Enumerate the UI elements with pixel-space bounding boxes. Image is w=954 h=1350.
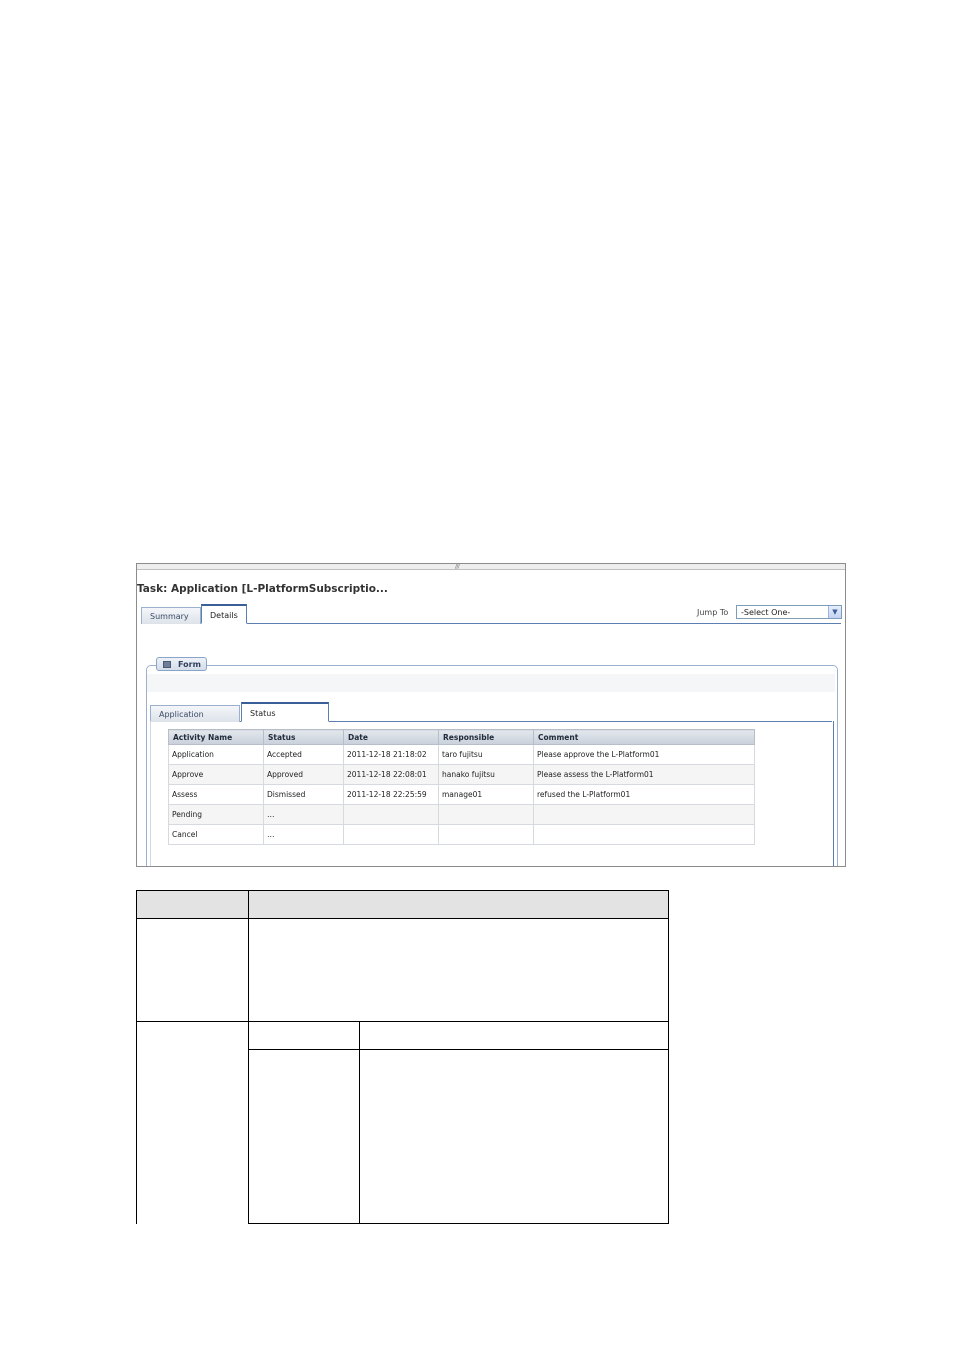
table-rule	[248, 1223, 669, 1224]
tab-status[interactable]: Status	[241, 702, 329, 722]
cell-date: 2011-12-18 22:25:59	[344, 785, 439, 805]
column-header-activity-name[interactable]: Activity Name	[169, 730, 264, 745]
table-row	[169, 825, 755, 845]
cell-date	[344, 825, 439, 845]
cell-comment: refused the L-Platform01	[534, 785, 755, 805]
cell-date: 2011-12-18 21:18:02	[344, 745, 439, 765]
column-header-status[interactable]: Status	[264, 730, 344, 745]
table-header-row	[169, 730, 755, 745]
table-rule	[359, 1021, 360, 1224]
grip-icon: ///	[455, 563, 460, 570]
reference-table-header	[136, 891, 668, 918]
column-header-comment[interactable]: Comment	[534, 730, 755, 745]
status-table	[168, 729, 755, 845]
resize-grip[interactable]	[137, 564, 845, 570]
table-rule	[136, 1021, 669, 1022]
reference-subtable-header	[248, 1024, 668, 1049]
column-header-date[interactable]: Date	[344, 730, 439, 745]
cell-activity-name: Pending	[169, 805, 264, 825]
cell-status: Accepted	[264, 745, 344, 765]
cell-status: …	[264, 825, 344, 845]
cell-responsible	[439, 805, 534, 825]
cell-status: Approved	[264, 765, 344, 785]
table-rule	[136, 890, 669, 891]
cell-date	[344, 805, 439, 825]
collapse-icon	[163, 661, 171, 668]
form-section-label: Form	[178, 660, 201, 669]
table-row	[169, 785, 755, 805]
table-rule	[248, 1049, 669, 1050]
cell-date: 2011-12-18 22:08:01	[344, 765, 439, 785]
tab-details[interactable]: Details	[201, 604, 247, 624]
cell-activity-name: Assess	[169, 785, 264, 805]
tab-application[interactable]: Application	[150, 705, 240, 722]
jump-to-select[interactable]	[736, 605, 842, 619]
jump-to-selected-value: -Select One-	[741, 608, 791, 617]
cell-status: Dismissed	[264, 785, 344, 805]
form-header-band	[147, 674, 835, 692]
cell-responsible: taro fujitsu	[439, 745, 534, 765]
table-rule	[136, 918, 669, 919]
table-rule	[668, 890, 669, 1224]
table-rule	[248, 890, 249, 1224]
cell-activity-name: Application	[169, 745, 264, 765]
inner-tab-bar	[150, 699, 832, 722]
jump-to-label: Jump To	[697, 608, 729, 617]
cell-responsible	[439, 825, 534, 845]
column-header-responsible[interactable]: Responsible	[439, 730, 534, 745]
table-row	[169, 805, 755, 825]
chevron-down-icon[interactable]: ▼	[828, 606, 841, 618]
table-rule	[136, 890, 137, 1224]
cell-responsible: hanako fujitsu	[439, 765, 534, 785]
task-title: Task: Application [L-PlatformSubscriptio...	[137, 583, 388, 595]
tab-summary[interactable]: Summary	[141, 607, 201, 624]
cell-status: …	[264, 805, 344, 825]
task-window	[136, 563, 846, 867]
cell-comment: Please approve the L-Platform01	[534, 745, 755, 765]
cell-comment: Please assess the L-Platform01	[534, 765, 755, 785]
cell-activity-name: Approve	[169, 765, 264, 785]
table-row	[169, 745, 755, 765]
table-row	[169, 765, 755, 785]
cell-comment	[534, 805, 755, 825]
cell-comment	[534, 825, 755, 845]
form-section-toggle[interactable]	[156, 657, 207, 671]
cell-responsible: manage01	[439, 785, 534, 805]
cell-activity-name: Cancel	[169, 825, 264, 845]
